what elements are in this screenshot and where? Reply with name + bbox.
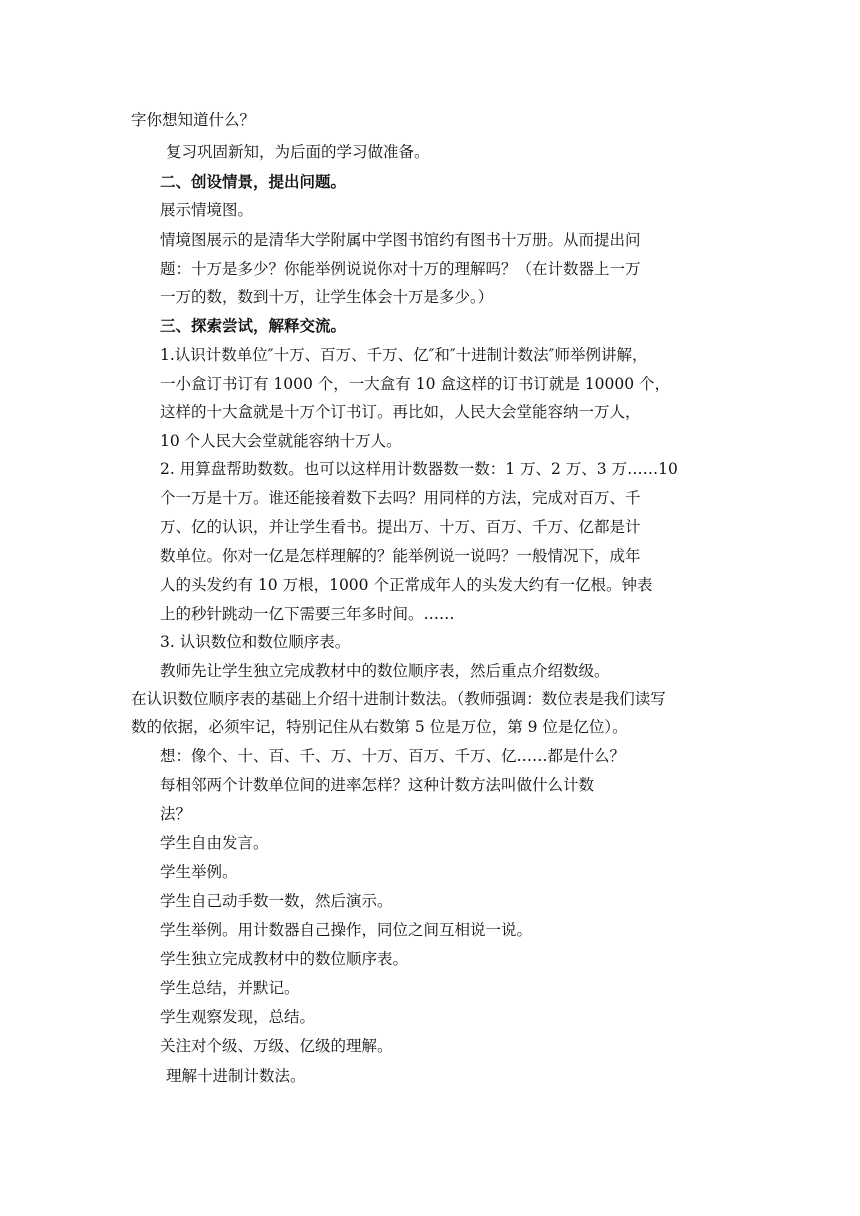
text-line: 个一万是十万。谁还能接着数下去吗？用同样的方法，完成对百万、千 [160,489,641,507]
text-line: 法？ [160,805,192,823]
text-line: 学生总结，并默记。 [160,979,300,997]
text-line: 在认识数位顺序表的基础上介绍十进制计数法。（教师强调：数位表是我们读写 [131,690,666,708]
text-line: 数单位。你对一亿是怎样理解的？能举例说一说吗？一般情况下，成年 [160,547,641,565]
text-line: 数的依据，必须牢记，特别记住从右数第 5 位是万位，第 9 位是亿位）。 [131,718,628,736]
text-line: 3. 认识数位和数位顺序表。 [160,633,351,651]
text-line: 一万的数，数到十万，让学生体会十万是多少。） [160,288,494,306]
text-line: 学生观察发现，总结。 [160,1008,316,1026]
text-line: 学生举例。用计数器自己操作，同位之间互相说一说。 [160,921,533,939]
text-line: 想：像个、十、百、千、万、十万、百万、千万、亿……都是什么？ [160,747,626,765]
text-line: 教师先让学生独立完成教材中的数位顺序表，然后重点介绍数级。 [160,662,610,680]
text-line: 情境图展示的是清华大学附属中学图书馆约有图书十万册。从而提出问 [160,231,641,249]
text-line: 一小盒订书订有 1000 个，一大盒有 10 盒这样的订书订就是 10000 个， [160,375,671,393]
text-line: 这样的十大盒就是十万个订书订。再比如，人民大会堂能容纳一万人， [160,403,641,421]
text-line: 2. 用算盘帮助数数。也可以这样用计数器数一数：1 万、2 万、3 万……10 [160,460,678,478]
text-line: 理解十进制计数法。 [166,1067,306,1085]
text-line: 学生自由发言。 [160,834,269,852]
text-line: 字你想知道什么？ [131,111,256,129]
section-heading: 二、创设情景，提出问题。 [160,172,347,191]
text-line: 学生自己动手数一数，然后演示。 [160,892,393,910]
text-line: 学生独立完成教材中的数位顺序表。 [160,950,409,968]
text-line: 题：十万是多少？你能举例说说你对十万的理解吗？（在计数器上一万 [160,260,641,278]
text-line: 复习巩固新知，为后面的学习做准备。 [166,143,430,161]
text-line: 每相邻两个计数单位间的进率怎样？这种计数方法叫做什么计数 [160,776,595,794]
text-line: 上的秒针跳动一亿下需要三年多时间。…… [160,605,455,623]
text-line: 1.认识计数单位″十万、百万、千万、亿″和″十进制计数法″师举例讲解， [160,346,648,364]
text-line: 万、亿的认识，并让学生看书。提出万、十万、百万、千万、亿都是计 [160,518,641,536]
text-line: 10 个人民大会堂就能容纳十万人。 [160,432,402,450]
text-line: 学生举例。 [160,863,238,881]
text-line: 展示情境图。 [160,201,254,219]
section-heading: 三、探索尝试，解释交流。 [160,316,347,335]
text-line: 关注对个级、万级、亿级的理解。 [160,1037,393,1055]
text-line: 人的头发约有 10 万根，1000 个正常成年人的头发大约有一亿根。钟表 [160,576,653,594]
